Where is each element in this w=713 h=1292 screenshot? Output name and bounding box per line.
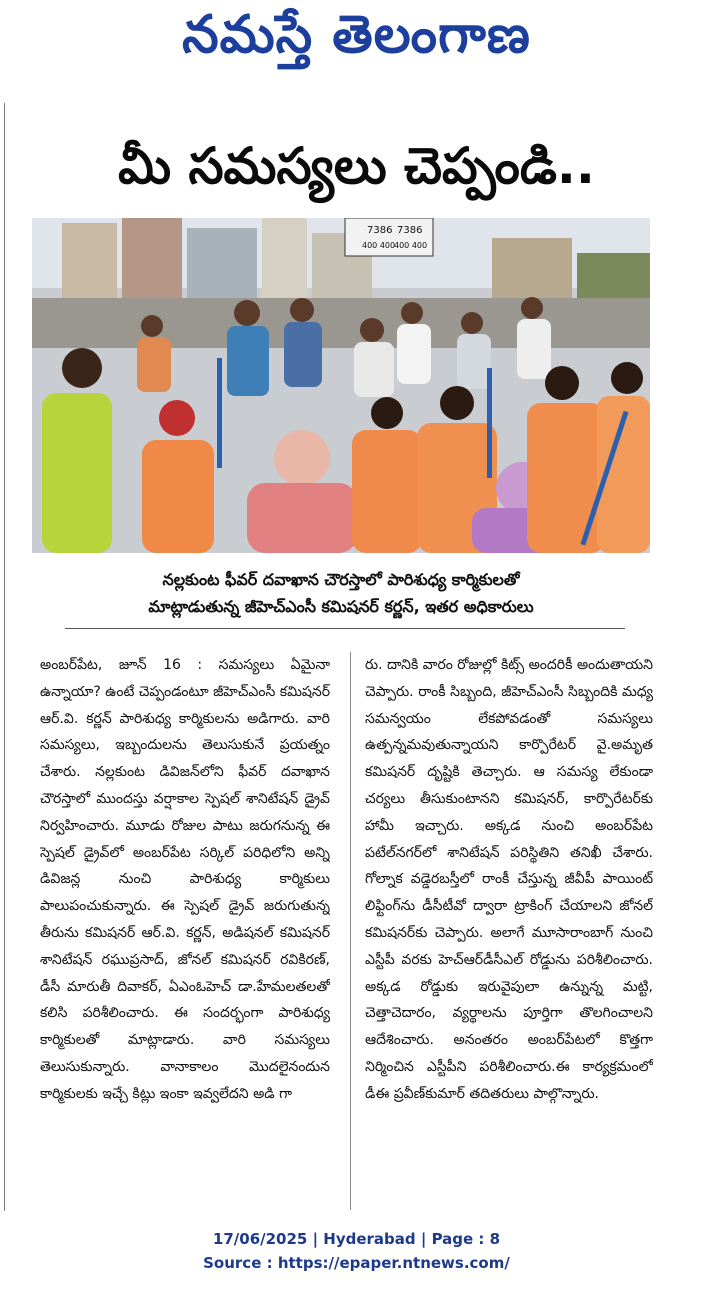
- footer-source-line: Source : https://epaper.ntnews.com/: [203, 1254, 510, 1272]
- article-headline: మీ సమస్యలు చెప్పండి..: [118, 137, 595, 195]
- caption-line-2: మాట్లాడుతున్న జీహెచ్ఎంసీ కమిషనర్ కర్ణన్, ఇతర అధికారులు: [148, 597, 534, 616]
- signboard-text-2: 400 400: [362, 241, 396, 250]
- signboard-text-3: 7386: [397, 225, 423, 236]
- news-photo-illustration: [32, 218, 650, 553]
- photo-caption: [32, 566, 650, 622]
- left-border-rule: [4, 103, 5, 1211]
- signboard-text-4: 400 400: [394, 241, 428, 250]
- caption-divider: [65, 628, 625, 629]
- caption-line-1: నల్లకుంట ఫీవర్ దవాఖాన చౌరస్తాలో పారిశుధ్య కార్మికులతో: [162, 570, 520, 589]
- article-column-left: అంబర్‌పేట, జూన్ 16 : సమస్యలు ఏమైనా ఉన్నాయా? ఉంటే చెప్పండంటూ జీహెచ్‌ఎంసీ కమిషనర్ ఆర్.వి. కర్ణన్ పారిశుధ్య కార్మికులను అడిగారు. వారి సమస్యలు, ఇబ్బందులను తెలుసుకునే ప్రయత్నం చేశారు. నల్లకుంట డివిజన్‌లోని ఫీవర్ దవాఖాన చౌరస్తాలో ముందస్తు వర్షాకాల స్పెషల్ శానిటేషన్ డ్రైవ్ నిర్వహించారు. మూడు రోజుల పాటు జరుగనున్న ఈ స్పెషల్ డ్రైవ్‌లో అంబర్‌పేట సర్కిల్ పరిధిలోని అన్ని డివిజన్ల నుంచి పారిశుధ్య కార్మికులు పాలుపంచుకున్నారు. ఈ స్పెషల్ డ్రైవ్ జరుగుతున్న తీరును కమిషనర్ ఆర్.వి. కర్ణన్, అడిషనల్ కమిషనర్ శానిటేషన్ రఘుప్రసాద్, జోనల్ కమిషనర్ రవికిరణ్, డీసీ మారుతీ దివాకర్, ఏఎంఓహెచ్ డా.హేమలతలతో కలిసి పరిశీలించారు. ఈ సందర్భంగా పారిశుధ్య కార్మికులతో మాట్లాడారు. వారి సమస్యలు తెలుసుకున్నారు. వానాకాలం మొదలైనందున కార్మికులకు ఇచ్చే కిట్లు ఇంకా ఇవ్వలేదని అడి గా: [40, 657, 330, 1102]
- news-photo: [32, 218, 650, 553]
- footer-date-line: 17/06/2025 | Hyderabad | Page : 8: [212, 1230, 501, 1248]
- column-divider: [350, 652, 351, 1210]
- article-column-right: రు. దానికి వారం రోజుల్లో కిట్స్ అందరికీ అందుతాయని చెప్పారు. రాంకీ సిబ్బంది, జీహెచ్‌ఎంసీ సిబ్బందికి మధ్య సమన్వయం లేకపోవడంతో సమస్యలు ఉత్పన్నమవుతున్నాయని కార్పొరేటర్ వై.అమృత కమిషనర్ దృష్టికి తెచ్చారు. ఆ సమస్య లేకుండా చర్యలు తీసుకుంటానని కమిషనర్, కార్పొరేటర్‌కు హామీ ఇచ్చారు. అక్కడ నుంచి అంబర్‌పేట పటేల్‌నగర్‌లో శానిటేషన్ పరిస్థితిని తనిఖీ చేశారు. గోల్నాక వడ్డెరబస్తీలో రాంకీ చేస్తున్న జీవీపీ పాయింట్ లిఫ్టింగ్‌ను డీసీటీవో ద్వారా ట్రాకింగ్ చేయాలని జోనల్ కమిషనర్‌కు చెప్పారు. అలాగే మూసారాంబాగ్ నుంచి ఎస్టీపీ వరకు హెచ్ఆర్‌డీసీఎల్ రోడ్డును పరిశీలించారు. అక్కడ రోడ్డుకు ఇరువైపులా ఉన్నున్న మట్టి, చెత్తాచెదారం, వ్యర్థాలను పూర్తిగా తొలగించాలని ఆదేశించారు. అనంతరం అంబర్‌పేటలో కొత్తగా నిర్మించిన ఎస్టీపీని పరిశీలించారు.ఈ కార్యక్రమంలో డీఈ ప్రవీణ్‌కుమార్ తదితరులు పాల్గొన్నారు.: [365, 657, 653, 1102]
- signboard-text-1: 7386: [367, 225, 393, 236]
- newspaper-masthead: నమస్తే తెలంగాణ: [182, 4, 531, 65]
